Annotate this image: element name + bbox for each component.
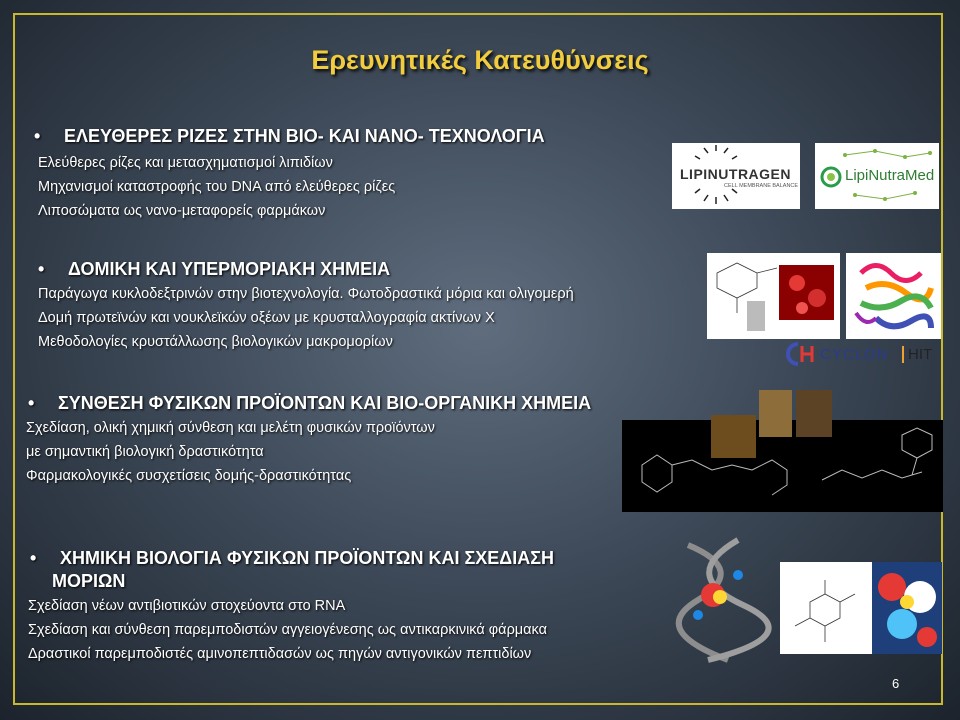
protein-icon <box>846 253 941 339</box>
plant-photo-1 <box>711 415 756 458</box>
page-number: 6 <box>892 676 900 691</box>
protein-surface-figure <box>872 562 942 654</box>
heading-text: ΣΥΝΘΕΣΗ ΦΥΣΙΚΩΝ ΠΡΟΪΟΝΤΩΝ ΚΑΙ ΒΙΟ-ΟΡΓΑΝΙΚΗ ΧΗΜΕΙΑ <box>58 393 592 413</box>
list-item: Παράγωγα κυκλοδεξτρινών στην βιοτεχνολογία. Φωτοδραστικά μόρια και ολιγομερή <box>38 286 574 302</box>
cyclonhit-icon <box>784 340 816 368</box>
bullet: • <box>30 548 37 568</box>
bullet: • <box>34 126 41 146</box>
rna-helix-icon <box>668 535 778 665</box>
list-item: Σχεδίαση και σύνθεση παρεμποδιστών αγγειογένεσης ως αντικαρκινικά φάρμακα <box>28 622 548 638</box>
slide-title: Ερευνητικές Κατευθύνσεις <box>311 45 649 75</box>
lipinutragen-tagline: CELL MEMBRANE BALANCE <box>724 183 799 189</box>
list-item: Δομή πρωτεϊνών και νουκλεϊκών οξέων με κρυσταλλογραφία ακτίνων Χ <box>38 310 495 326</box>
plant-photo-3 <box>796 390 832 437</box>
section-heading <box>30 548 554 569</box>
section-heading <box>34 126 545 147</box>
bullet: • <box>38 259 45 279</box>
list-item: Λιποσώματα ως νανο-μεταφορείς φαρμάκων <box>38 203 326 219</box>
list-item: Σχεδίαση, ολική χημική σύνθεση και μελέτη φυσικών προϊόντων <box>26 420 435 436</box>
list-item: Μηχανισμοί καταστροφής του DNA από ελεύθερες ρίζες <box>38 179 396 195</box>
list-item: με σημαντική βιολογική δραστικότητα <box>26 444 264 460</box>
heading-text: ΕΛΕΥΘΕΡΕΣ ΡΙΖΕΣ ΣΤΗΝ ΒΙΟ- ΚΑΙ ΝΑΝΟ- ΤΕΧΝΟΛΟΓΙΑ <box>64 126 545 146</box>
list-item: Δραστικοί παρεμποδιστές αμινοπεπτιδασών ως πηγών αντιγονικών πεπτιδίων <box>28 646 532 662</box>
lipinutramed-logo <box>815 143 939 209</box>
cyclonhit-text-a: CYCLON <box>820 346 889 363</box>
section-chemical-biology <box>30 548 554 666</box>
section-heading <box>28 393 591 414</box>
protein-structure-figure <box>846 253 941 339</box>
section-heading <box>38 259 574 280</box>
lipinutramed-text: LipiNutraMed <box>845 167 935 184</box>
lipinutragen-logo <box>672 143 800 209</box>
cyclonhit-logo <box>784 340 943 368</box>
list-item: Σχεδίαση νέων αντιβιοτικών στοχεύοντα στο RNA <box>28 598 346 614</box>
section-heading-continued <box>30 571 554 592</box>
surface-icon <box>872 562 942 654</box>
inhibitor-structure <box>780 562 872 654</box>
section-natural-products <box>28 393 591 488</box>
cyclodextrin-figure <box>707 253 840 339</box>
heading-text: ΔΟΜΙΚΗ ΚΑΙ ΥΠΕΡΜΟΡΙΑΚΗ ΧΗΜΕΙΑ <box>68 259 391 279</box>
list-item: Μεθοδολογίες κρυστάλλωσης βιολογικών μακρομορίων <box>38 334 393 350</box>
rna-structure-figure <box>668 535 778 665</box>
list-item: Ελεύθερες ρίζες και μετασχηματισμοί λιπιδίων <box>38 155 333 171</box>
bullet: • <box>28 393 35 413</box>
molecule-icon <box>707 253 840 339</box>
chemical-structure-icon <box>780 562 872 654</box>
heading-text: ΧΗΜΙΚΗ ΒΙΟΛΟΓΙΑ ΦΥΣΙΚΩΝ ΠΡΟΪΟΝΤΩΝ ΚΑΙ ΣΧΕΔΙΑΣΗ <box>60 548 555 568</box>
section-structural-chemistry <box>38 259 574 354</box>
heading-text: ΜΟΡΙΩΝ <box>52 571 126 591</box>
section-free-radicals <box>34 126 545 223</box>
cyclonhit-text-b: HIT <box>902 346 932 363</box>
list-item: Φαρμακολογικές συσχετίσεις δομής-δραστικότητας <box>26 468 352 484</box>
lipinutragen-text: LIPINUTRAGEN <box>680 166 791 182</box>
plant-photo-2 <box>759 390 792 437</box>
